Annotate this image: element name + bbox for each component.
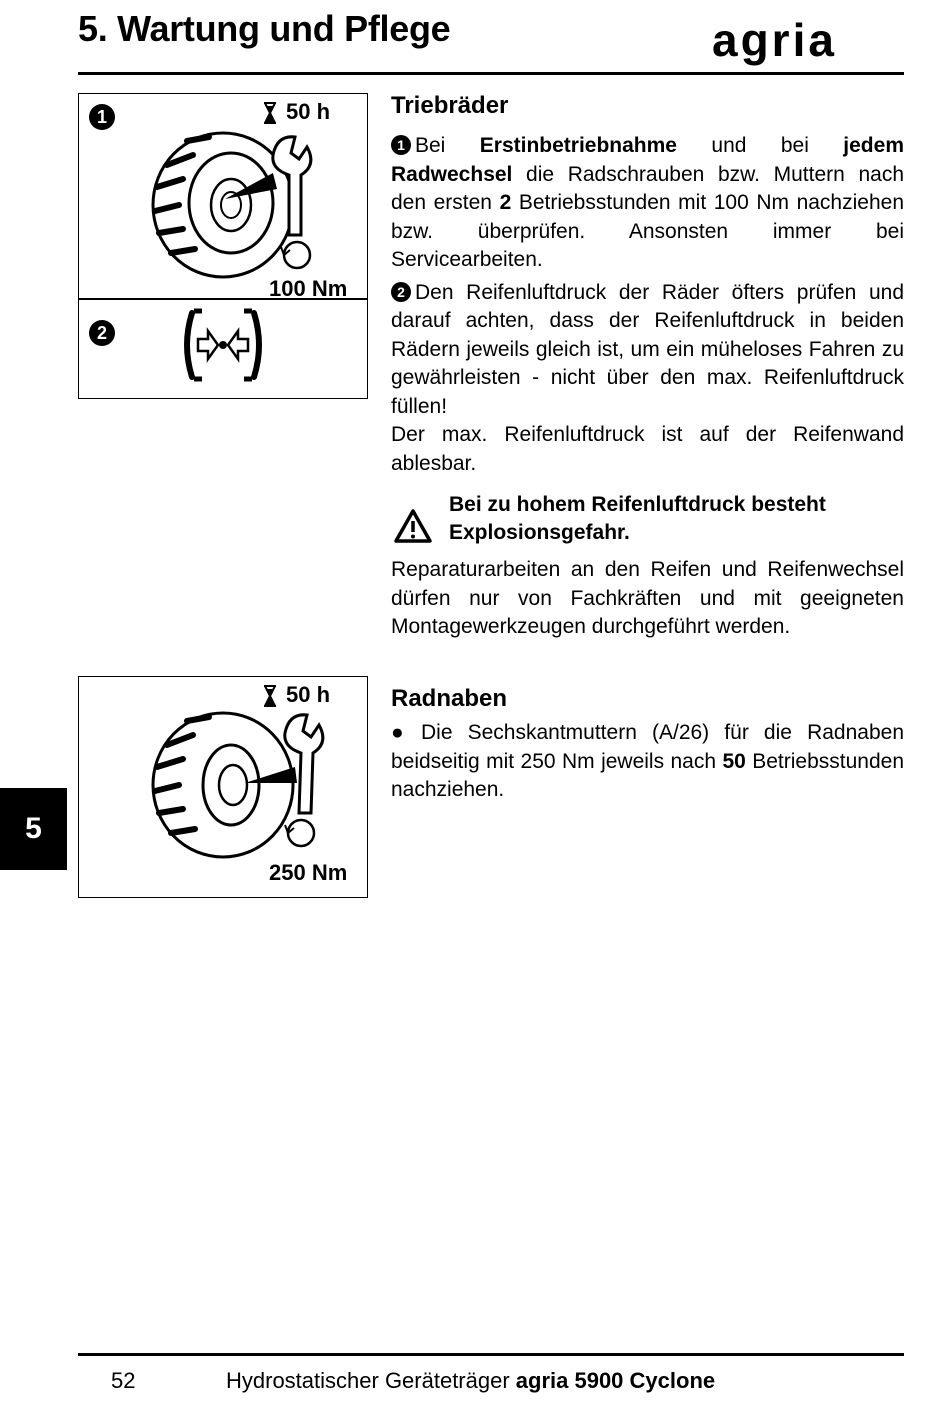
agria-logo [712, 20, 880, 68]
interval-label-1: 50 h [286, 99, 331, 124]
paragraph-marker-2: 2 [391, 282, 411, 302]
triebraeder-text [391, 132, 904, 478]
logo-text: agria [712, 20, 837, 66]
hourglass-icon [262, 102, 278, 124]
tire-illustration-1 [145, 125, 325, 285]
warning-triangle-icon [393, 508, 433, 544]
torque-label-1: 100 Nm [269, 276, 348, 301]
header-rule [78, 72, 904, 75]
section-title-triebraeder: Triebräder [391, 92, 509, 119]
hourglass-icon [262, 685, 278, 707]
paragraph-reifenwand: Der max. Reifenluftdruck ist auf der Reifenwand ablesbar. [391, 423, 904, 475]
marker-1: 1 [89, 104, 115, 130]
tire-illustration-2 [145, 705, 325, 865]
page-number: 52 [111, 1368, 136, 1393]
footer-title: Hydrostatischer Geräteträger agria 5900 Cyclone [226, 1368, 716, 1393]
warning-text: Bei zu hohem Reifenluftdruck besteht Explosionsgefahr. [449, 493, 826, 544]
paragraph-reparatur: Reparaturarbeiten an den Reifen und Reifenwechsel dürfen nur von Fachkräften und mit geeigneten Montagewerkzeugen durchgeführt werden. [391, 558, 904, 638]
chapter-tab: 5 [0, 788, 67, 870]
paragraph-marker-1: 1 [391, 135, 411, 155]
paragraph-radnaben: ● Die Sechskantmuttern (A/26) für die Radnaben beidseitig mit 250 Nm jeweils nach 50 Betriebsstunden nachziehen. [391, 721, 904, 801]
tire-pressure-icon [180, 305, 266, 385]
paragraph-radschrauben: 1 Bei Erstinbetriebnahme und bei jedem Radwechsel die Radschrauben bzw. Muttern nach den ersten 2 Betriebsstunden mit 100 Nm nachziehen bzw. überprüfen. Ansonsten immer bei Servicearbeiten. [391, 134, 904, 271]
interval-label-2: 50 h [286, 682, 331, 707]
chapter-title: 5. Wartung und Pflege [78, 8, 451, 49]
torque-label-2: 250 Nm [269, 860, 348, 885]
paragraph-reifenluftdruck: 2 Den Reifenluftdruck der Räder öfters prüfen und darauf achten, dass der Reifenluftdruck in beiden Rädern jeweils gleich ist, um ein müheloses Fahren zu gewährleisten - nicht über den max. Reifenluftdruck füllen! [391, 280, 904, 418]
marker-2: 2 [89, 320, 115, 346]
section-title-radnaben: Radnaben [391, 685, 508, 712]
bullet-icon: ● [391, 721, 413, 744]
footer-rule [78, 1353, 904, 1356]
